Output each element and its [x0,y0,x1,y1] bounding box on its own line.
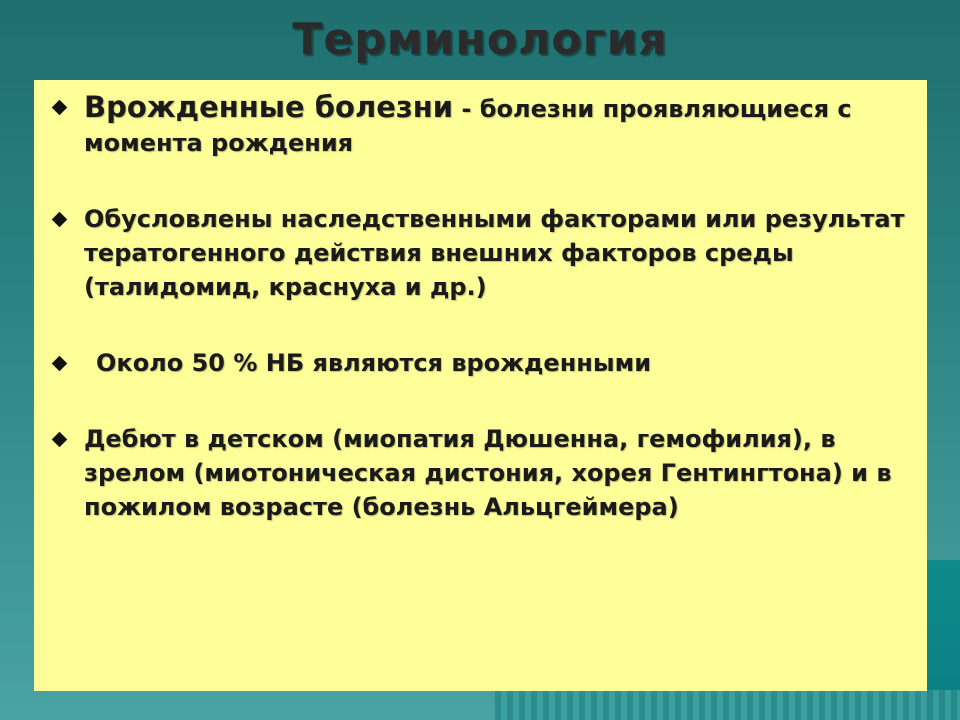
bullet-term: Врожденные болезни [84,90,454,124]
bullet-item-onset [46,422,907,524]
content-panel [34,80,927,691]
diamond-bullet-icon [52,432,68,448]
bullet-item-congenital-diseases [46,90,907,160]
bullet-text: - болезни проявляющиеся с момента рождения [84,95,852,157]
bullet-list [46,90,907,524]
diamond-bullet-icon [52,100,68,116]
bullet-text: Обусловлены наследственными факторами или результат тератогенного действия внешних факторов среды (талидомид, краснуха и др.) [84,205,905,301]
bullet-item-causes [46,202,907,304]
diamond-bullet-icon [52,356,68,372]
bullet-text: Около 50 % НБ являются врожденными [96,349,652,377]
bullet-item-percentage [46,346,907,380]
diamond-bullet-icon [52,212,68,228]
bullet-text: Дебют в детском (миопатия Дюшенна, гемофилия), в зрелом (миотоническая дистония, хорея Гентингтона) и в пожилом возрасте (болезнь Альцгеймера) [84,425,892,521]
decorative-bottom-strip [495,690,960,720]
slide-title: Терминология [292,14,668,65]
